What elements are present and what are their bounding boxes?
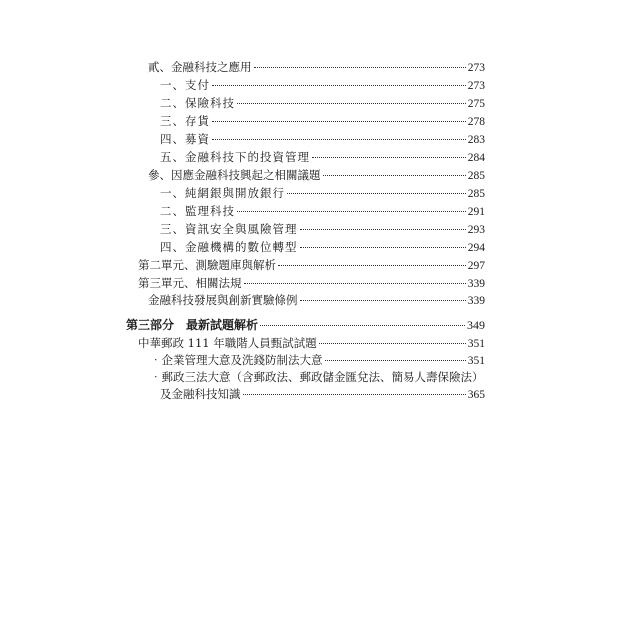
dot-leader (300, 300, 466, 301)
toc-part-heading (126, 318, 485, 332)
toc-entry (160, 204, 485, 219)
dot-leader (237, 103, 466, 104)
dot-leader (212, 139, 466, 140)
toc-entry (148, 168, 485, 183)
toc-entry (150, 353, 485, 368)
dot-leader (325, 360, 466, 361)
toc-entry (160, 387, 485, 402)
dot-leader (300, 247, 466, 248)
toc-entry-page: 291 (467, 206, 485, 218)
toc-entry-title: 二、監理科技 (160, 204, 235, 218)
toc-entry (160, 186, 485, 201)
dot-leader (323, 175, 466, 176)
toc-entry-title: 金融科技發展與創新實驗條例 (148, 293, 298, 307)
toc-entry-title: ‧企業管理大意及洗錢防制法大意 (150, 353, 323, 367)
toc-entry-title: 一、支付 (160, 78, 210, 92)
toc-entry (138, 258, 485, 273)
dot-leader (254, 67, 466, 68)
toc-entry (138, 336, 485, 351)
toc-entry-page: 273 (467, 62, 485, 74)
toc-entry (160, 240, 485, 255)
dot-leader (278, 265, 466, 266)
toc-entry (160, 78, 485, 93)
toc-entry-title: 三、存貨 (160, 114, 210, 128)
toc-entry-continued (150, 370, 484, 384)
toc-entry-page: 275 (467, 98, 485, 110)
toc-entry-title: 四、金融機構的數位轉型 (160, 240, 298, 254)
dot-leader (237, 211, 466, 212)
toc-entry (148, 293, 485, 308)
toc-entry (160, 114, 485, 129)
toc-entry-title: 二、保險科技 (160, 96, 235, 110)
toc-entry-page: 351 (467, 338, 485, 350)
toc-entry-page: 349 (467, 318, 485, 332)
toc-entry-title: ‧郵政三法大意（含郵政法、郵政儲金匯兌法、簡易人壽保險法） (150, 370, 484, 384)
toc-entry-page: 365 (467, 389, 485, 401)
toc-entry (160, 150, 485, 165)
dot-leader (244, 283, 466, 284)
toc-entry-title: 第三部分 最新試題解析 (126, 318, 259, 332)
dot-leader (287, 193, 466, 194)
toc-entry-page: 293 (467, 224, 485, 236)
dot-leader (260, 325, 465, 326)
toc-entry (160, 132, 485, 147)
toc-entry-title: 參、因應金融科技興起之相關議題 (148, 168, 321, 182)
toc-entry-title: 第三單元、相關法規 (138, 276, 242, 290)
toc-entry-page: 278 (467, 116, 485, 128)
toc-entry-title: 一、純網銀與開放銀行 (160, 186, 285, 200)
toc-entry-page: 284 (467, 152, 485, 164)
toc-entry-title: 及金融科技知識 (160, 387, 241, 401)
toc-entry-title: 四、募資 (160, 132, 210, 146)
toc-entry-page: 339 (467, 278, 485, 290)
toc-entry-title: 第二單元、測驗題庫與解析 (138, 258, 276, 272)
toc-entry (138, 276, 485, 291)
dot-leader (243, 394, 466, 395)
toc-entry-page: 339 (467, 295, 485, 307)
toc-entry-page: 351 (467, 355, 485, 367)
toc-entry-page: 285 (467, 170, 485, 182)
toc-entry (160, 222, 485, 237)
toc-entry (148, 60, 485, 75)
dot-leader (300, 229, 466, 230)
toc-entry-page: 297 (467, 260, 485, 272)
toc-entry-title: 中華郵政 111 年職階人員甄試試題 (138, 336, 317, 350)
toc-entry (160, 96, 485, 111)
toc-entry-page: 294 (467, 242, 485, 254)
toc-entry-title: 五、金融科技下的投資管理 (160, 150, 310, 164)
toc-entry-title: 三、資訊安全與風險管理 (160, 222, 298, 236)
toc-entry-page: 285 (467, 188, 485, 200)
dot-leader (212, 85, 466, 86)
toc-entry-title: 貳、金融科技之應用 (148, 60, 252, 74)
dot-leader (312, 157, 466, 158)
dot-leader (212, 121, 466, 122)
toc-entry-page: 283 (467, 134, 485, 146)
dot-leader (319, 343, 466, 344)
toc-entry-page: 273 (467, 80, 485, 92)
